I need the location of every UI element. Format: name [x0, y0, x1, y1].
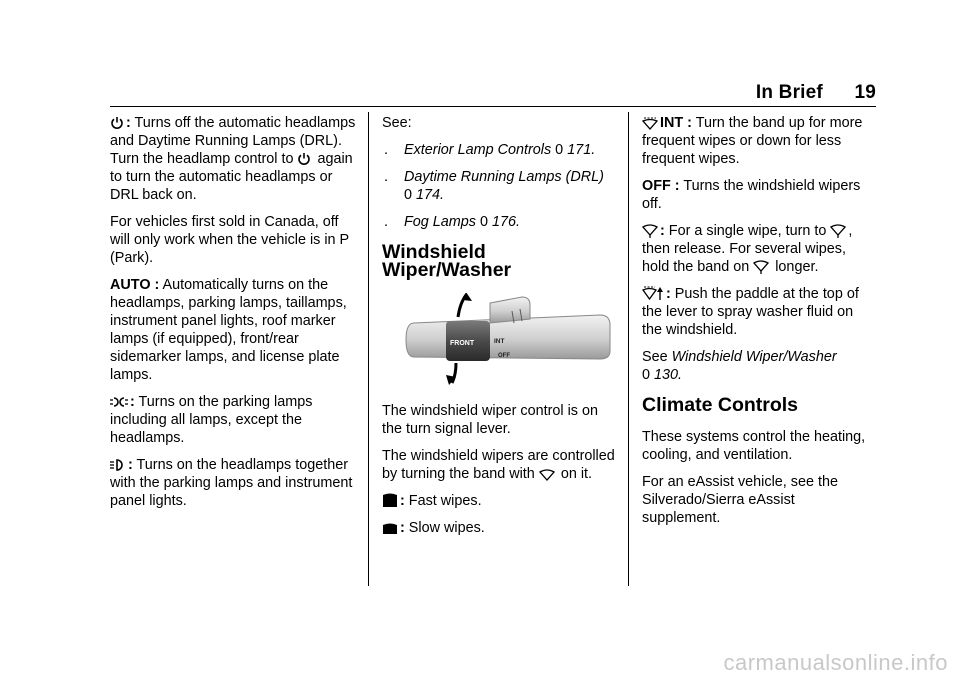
fast-wipes-paragraph: : Fast wipes. — [382, 492, 618, 510]
bullet-exterior-lamp[interactable]: . Exterior Lamp Controls 0 171. — [384, 142, 596, 158]
climate-paragraph-1: These systems control the heating, cooling, and ventilation. — [642, 429, 866, 463]
column-divider-1 — [368, 112, 369, 586]
headlamps-paragraph: : Turns on the headlamps together with the parking lamps and instrument panel lights. — [110, 457, 353, 509]
column-1 — [110, 114, 358, 519]
off-paragraph: : Turns off the automatic headlamps and Daytime Running Lamps (DRL). Turn the headlamp control to again to turn the automatic headlamps or DRL back on. — [110, 115, 356, 203]
power-off-icon — [110, 116, 124, 130]
slow-wipe-icon — [382, 522, 398, 535]
page-arrow: 0 — [642, 367, 651, 383]
bullet-drl[interactable]: . Daytime Running Lamps (DRL) 0 174. — [384, 169, 604, 203]
wiper-control-paragraph: The windshield wiper control is on the turn signal lever. — [382, 403, 598, 437]
lever-off-label: OFF — [498, 353, 510, 359]
column-3 — [642, 114, 874, 536]
column-2 — [382, 114, 618, 546]
fast-wipe-icon — [382, 492, 398, 508]
page-arrow: 0 — [555, 142, 564, 158]
mist-wiper-icon — [830, 224, 846, 238]
mist-wiper-icon — [753, 260, 769, 274]
column-divider-2 — [628, 112, 629, 586]
page-arrow: 0 — [404, 187, 413, 203]
parking-lamps-paragraph: : Turns on the parking lamps including all lamps, except the headlamps. — [110, 394, 313, 446]
windshield-heading: Windshield Wiper/Washer — [382, 241, 512, 281]
single-wipe-paragraph: : For a single wipe, turn to , then release. For several wipes, hold the band on longer. — [642, 223, 853, 275]
canada-paragraph: For vehicles first sold in Canada, off will only work when the vehicle is in P (Park). — [110, 214, 349, 266]
footer-watermark: carmanualsonline.info — [723, 650, 948, 675]
int-paragraph: INT : Turn the band up for more frequent wipes or down for less frequent wipes. — [642, 115, 863, 167]
lever-int-label: INT — [494, 338, 505, 345]
page-arrow: 0 — [480, 214, 489, 230]
page-header — [756, 82, 876, 104]
headlamp-icon — [110, 458, 126, 472]
off-paragraph: OFF : Turns the windshield wipers off. — [642, 178, 861, 212]
auto-paragraph: AUTO : Automatically turns on the headlamps, parking lamps, taillamps, instrument panel lights, roof marker lamps (if equipped), front/rear sidemarker lamps, and license plate lamps. — [110, 277, 347, 383]
wiper-lever-illustration — [394, 293, 618, 390]
slow-wipes-paragraph: : Slow wipes. — [382, 519, 618, 537]
lever-front-label: FRONT — [450, 340, 475, 347]
climate-paragraph-2: For an eAssist vehicle, see the Silverado/Sierra eAssist supplement. — [642, 474, 838, 526]
wiper-band-paragraph: The windshield wipers are controlled by turning the band with on it. — [382, 448, 615, 482]
climate-heading: Climate Controls — [642, 394, 799, 416]
section-title: In Brief — [755, 82, 823, 103]
washer-paragraph: : Push the paddle at the top of the lever to spray washer fluid on the windshield. — [642, 286, 859, 338]
bullet-fog-lamps[interactable]: . Fog Lamps 0 176. — [384, 214, 521, 230]
see-wiper-ref[interactable]: See Windshield Wiper/Washer 0 130. — [642, 349, 837, 383]
wiper-lever-svg — [394, 293, 614, 385]
intermittent-wiper-icon — [642, 117, 658, 130]
parking-lamp-icon — [110, 395, 128, 409]
page-number: 19 — [854, 82, 876, 103]
power-off-icon — [297, 152, 311, 166]
mist-wiper-icon — [642, 224, 658, 238]
washer-fluid-icon — [642, 286, 664, 301]
wiper-icon — [539, 469, 555, 481]
see-label: See: — [382, 115, 412, 131]
header-rule — [110, 106, 876, 107]
